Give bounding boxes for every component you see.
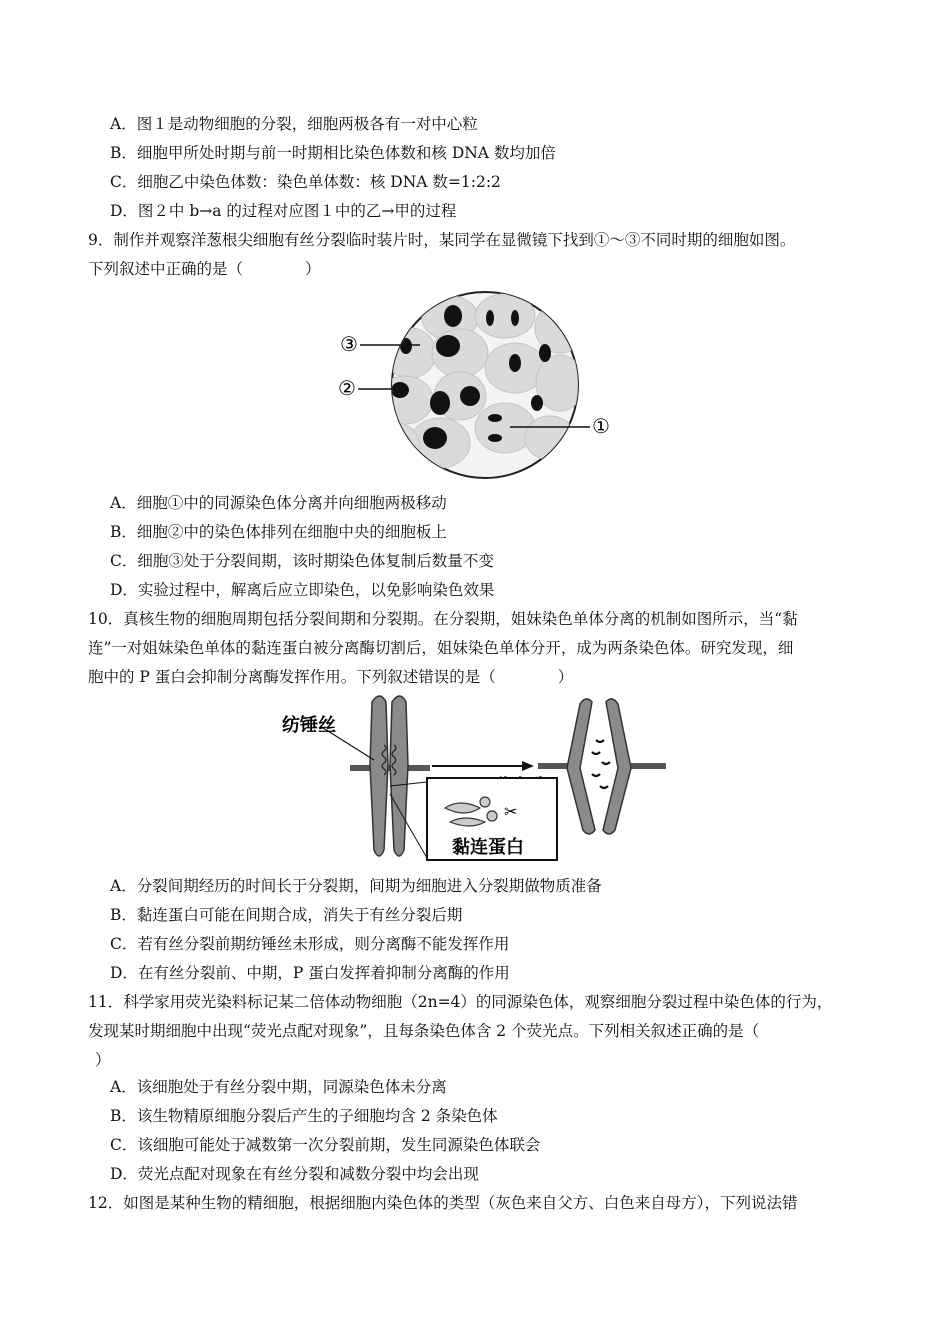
- scissors-icon: ✂: [504, 802, 518, 821]
- microscope-field-figure: [330, 288, 620, 488]
- q9-option-d: D．实验过程中，解离后应立即染色，以免影响染色效果: [110, 581, 495, 599]
- q8-option-d: D．图２中 b→a 的过程对应图１中的乙→甲的过程: [110, 202, 457, 220]
- fig-label-1: ①: [592, 414, 610, 438]
- q11-stem-cont: 发现某时期细胞中出现“荧光点配对现象”，且每条染色体含 2 个荧光点。下列相关叙述正确的是（: [88, 1022, 760, 1040]
- separase-mechanism-figure: [280, 690, 670, 865]
- q9-option-c: C．细胞③处于分裂间期，该时期染色体复制后数量不变: [110, 552, 494, 570]
- q9-option-a: A．细胞①中的同源染色体分离并向细胞两极移动: [110, 494, 447, 512]
- q12-stem: 12．如图是某种生物的精细胞，根据细胞内染色体的类型（灰色来自父方、白色来自母方），下列说法错: [88, 1194, 798, 1212]
- q10-stem-cont: 连”一对姐妹染色单体的黏连蛋白被分离酶切割后，姐妹染色单体分开，成为两条染色体。研究发现，细: [88, 639, 794, 657]
- q10-option-c: C．若有丝分裂前期纺锤丝未形成，则分离酶不能发挥作用: [110, 935, 510, 953]
- q9-stem-cont: 下列叙述中正确的是（ ）: [88, 260, 321, 278]
- q11-stem: 11．科学家用荧光染料标记某二倍体动物细胞（2n=4）的同源染色体，观察细胞分裂过程中染色体的行为，: [88, 993, 833, 1011]
- q11-option-a: A．该细胞处于有丝分裂中期，同源染色体未分离: [110, 1078, 447, 1096]
- q9-stem: 9．制作并观察洋葱根尖细胞有丝分裂临时装片时，某同学在显微镜下找到①～③不同时期的细胞如图。: [88, 231, 796, 249]
- q10-option-d: D．在有丝分裂前、中期，P 蛋白发挥着抑制分离酶的作用: [110, 964, 510, 982]
- cohesin-label: 黏连蛋白: [452, 837, 524, 858]
- q8-option-c: C．细胞乙中染色体数：染色单体数：核 DNA 数=1:2:2: [110, 173, 501, 191]
- q11-option-b: B．该生物精原细胞分裂后产生的子细胞均含 2 条染色体: [110, 1107, 498, 1125]
- q8-option-a: A．图１是动物细胞的分裂，细胞两极各有一对中心粒: [110, 115, 478, 133]
- q9-option-b: B．细胞②中的染色体排列在细胞中央的细胞板上: [110, 523, 447, 541]
- q10-option-a: A．分裂间期经历的时间长于分裂期，间期为细胞进入分裂期做物质准备: [110, 877, 602, 895]
- q10-stem: 10．真核生物的细胞周期包括分裂间期和分裂期。在分裂期，姐妹染色单体分离的机制如图所示，当“黏: [88, 610, 798, 628]
- spindle-label: 纺锤丝: [282, 715, 336, 736]
- q11-option-c: C．该细胞可能处于减数第一次分裂前期，发生同源染色体联会: [110, 1136, 541, 1154]
- q11-stem-end: ）: [95, 1051, 111, 1069]
- q8-option-b: B．细胞甲所处时期与前一时期相比染色体数和核 DNA 数均加倍: [110, 144, 556, 162]
- q10-stem-cont2: 胞中的 P 蛋白会抑制分离酶发挥作用。下列叙述错误的是（ ）: [88, 668, 574, 686]
- fig-label-3: ③: [340, 332, 358, 356]
- q10-option-b: B．黏连蛋白可能在间期合成，消失于有丝分裂后期: [110, 906, 463, 924]
- fig-label-2: ②: [338, 376, 356, 400]
- q11-option-d: D．荧光点配对现象在有丝分裂和减数分裂中均会出现: [110, 1165, 479, 1183]
